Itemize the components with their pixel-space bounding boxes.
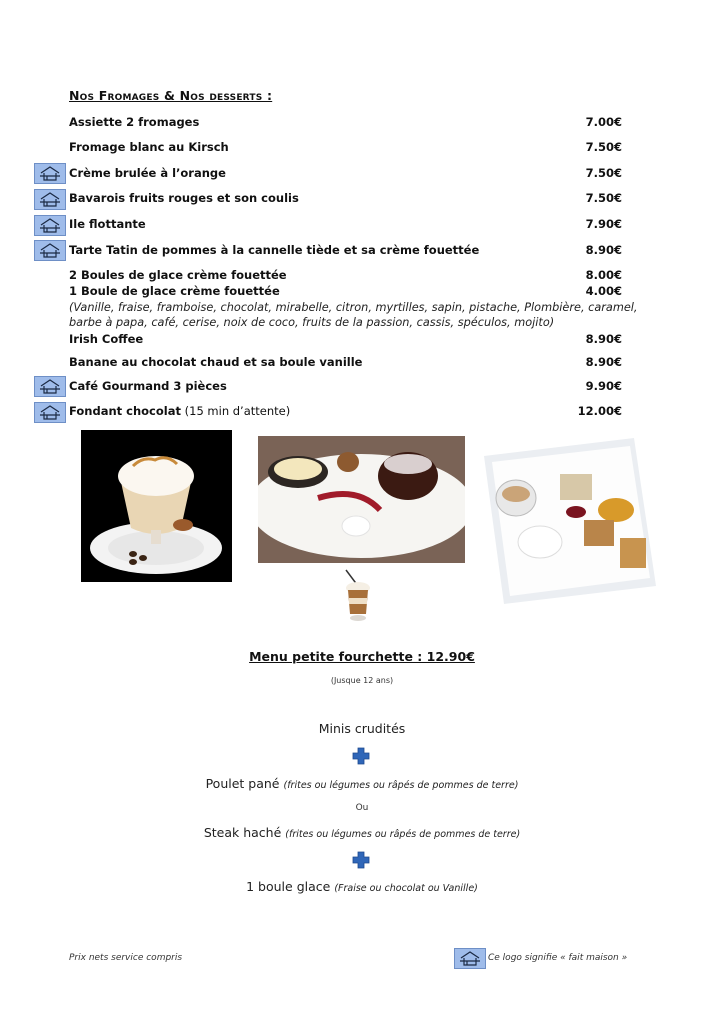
menu-item-price: 7.50€ — [585, 140, 622, 154]
photo-cafe-gourmand — [484, 438, 656, 604]
menu-item: Irish Coffee — [69, 332, 144, 346]
menu-item: Fromage blanc au Kirsch — [69, 140, 229, 154]
homemade-logo-icon — [34, 189, 66, 210]
photo-irish-coffee-small — [336, 566, 380, 624]
menu-item: Bavarois fruits rouges et son coulis — [69, 191, 299, 205]
menu-item: 1 Boule de glace crème fouettée — [69, 284, 280, 298]
homemade-logo-icon — [34, 402, 66, 423]
footer-prices-note: Prix nets service compris — [69, 953, 183, 963]
kids-menu-main-2: Steak haché (frites ou légumes ou râpés de pommes de terre) — [203, 825, 521, 840]
footer-logo-legend: Ce logo signifie « fait maison » — [488, 953, 628, 963]
kids-menu-or: Ou — [355, 803, 369, 813]
kids-menu-starter: Minis crudités — [318, 721, 406, 736]
photo-fondant-chocolat — [258, 436, 465, 563]
menu-item: Assiette 2 fromages — [69, 115, 200, 129]
menu-item-price: 7.00€ — [585, 115, 622, 129]
menu-item-price: 8.90€ — [585, 355, 622, 369]
menu-item-price: 8.90€ — [585, 243, 622, 257]
menu-item-price: 12.00€ — [577, 404, 622, 418]
menu-item: Café Gourmand 3 pièces — [69, 379, 227, 393]
menu-item-price: 7.90€ — [585, 217, 622, 231]
plus-icon — [352, 747, 370, 765]
ice-cream-flavors: (Vanille, fraise, framboise, chocolat, mirabelle, citron, myrtilles, sapin, pistache, Plombière, caramel, barbe à papa, café, cerise, noix de coco, fruits de la passion, cassis, spéculos, mojito) — [69, 301, 638, 329]
menu-item: 2 Boules de glace crème fouettée — [69, 268, 287, 282]
menu-item: Tarte Tatin de pommes à la cannelle tiède et sa crème fouettée — [69, 243, 480, 257]
photo-irish-coffee — [81, 430, 232, 582]
menu-item: Fondant chocolat (15 min d’attente) — [69, 404, 291, 418]
menu-item-price: 8.90€ — [585, 332, 622, 346]
menu-item-price: 7.50€ — [585, 191, 622, 205]
menu-item: Banane au chocolat chaud et sa boule vanille — [69, 355, 363, 369]
menu-item: Crème brulée à l’orange — [69, 166, 226, 180]
section-title: Nos Fromages & Nos desserts : — [69, 88, 273, 103]
menu-item-price: 7.50€ — [585, 166, 622, 180]
homemade-logo-icon — [34, 215, 66, 236]
kids-menu-title: Menu petite fourchette : 12.90€ — [249, 649, 475, 664]
menu-item: Ile flottante — [69, 217, 146, 231]
menu-item-price: 8.00€ — [585, 268, 622, 282]
homemade-logo-icon — [454, 948, 486, 969]
plus-icon — [352, 851, 370, 869]
kids-menu-subtitle: (Jusque 12 ans) — [330, 676, 394, 685]
kids-menu-dessert: 1 boule glace (Fraise ou chocolat ou Vanille) — [246, 879, 478, 894]
kids-menu-main-1: Poulet pané (frites ou légumes ou râpés de pommes de terre) — [205, 776, 519, 791]
homemade-logo-icon — [34, 376, 66, 397]
menu-item-price: 4.00€ — [585, 284, 622, 298]
homemade-logo-icon — [34, 163, 66, 184]
menu-item-price: 9.90€ — [585, 379, 622, 393]
homemade-logo-icon — [34, 240, 66, 261]
